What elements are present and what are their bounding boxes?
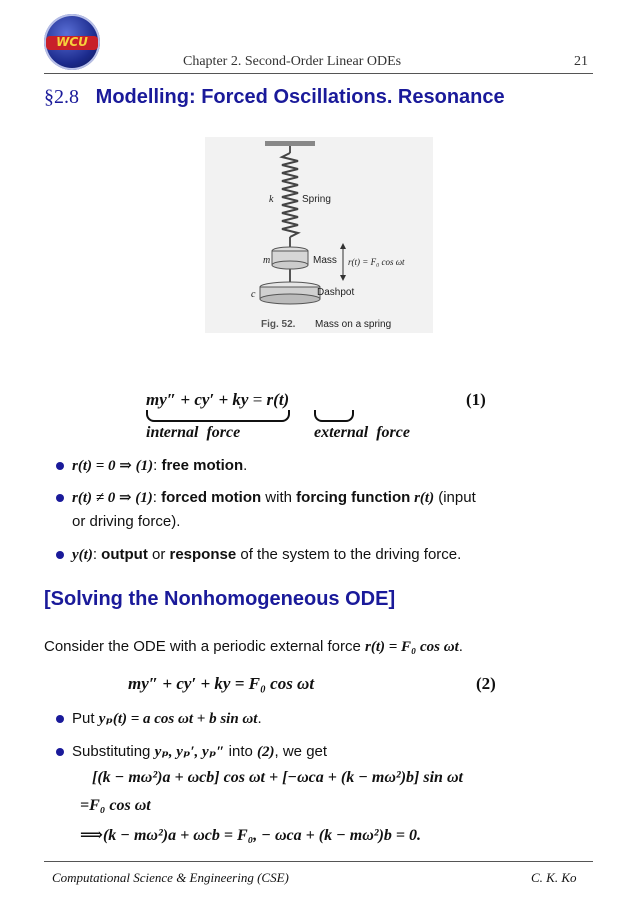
bullet-colon: : — [152, 489, 162, 506]
section-number: §2.8 — [44, 86, 79, 108]
footer-divider — [44, 861, 593, 862]
bullet-math: r(t) = 0 ⇒ (1) — [72, 458, 154, 474]
subsection-title: [Solving the Nonhomogeneous ODE] — [44, 588, 396, 610]
bullet-dot — [56, 551, 64, 559]
equation-1-tag: (1) — [466, 390, 486, 409]
equation-1-lhs: my″ + cy′ + ky — [146, 390, 249, 409]
bullet-math: y(t) — [72, 547, 93, 563]
section-title — [44, 86, 505, 109]
bullet-line-2: or driving force). — [72, 513, 181, 530]
page-number: 21 — [574, 54, 588, 69]
derivation-line-1: [(k − mω²)a + ωcb] cos ωt + [−ωca + (k − mω²)b] sin ωt — [92, 769, 463, 786]
derivation-line-3: ⟹(k − mω²)a + ωcb = F₀, − ωca + (k − mω²)b = 0. — [80, 827, 422, 844]
figure-caption-number: Fig. 52. — [261, 319, 296, 330]
figure-caption-text: Mass on a spring — [315, 319, 392, 330]
equation-1-rhs: r(t) — [266, 390, 290, 409]
bullet-mid: or — [147, 546, 170, 563]
consider-text — [44, 638, 463, 656]
bullet-rest: (input — [434, 489, 476, 506]
bullet-forced-motion — [72, 486, 622, 534]
mass-label: Mass — [313, 255, 337, 266]
bullet-bold: forced motion — [161, 489, 262, 506]
bullet-bold-2: response — [169, 546, 237, 563]
bullet-prose: Put — [72, 710, 99, 727]
bullet-rest: . — [243, 457, 248, 474]
bullet-dot — [56, 748, 64, 756]
bullet-mid: with — [261, 489, 297, 506]
equation-1 — [146, 390, 289, 410]
footer-author: C. K. Ko — [531, 870, 577, 885]
bullet-bold-2: forcing function — [296, 489, 411, 506]
bullet-put — [72, 707, 622, 731]
m-label: m — [263, 255, 271, 266]
force-label: r(t) = F₀ cos ωt — [348, 257, 405, 267]
internal-brace — [146, 410, 290, 422]
bullet-end: , we get — [274, 743, 328, 760]
bullet-dot — [56, 462, 64, 470]
bullet-substituting — [72, 740, 622, 764]
k-label: k — [269, 194, 274, 205]
equation-2-tag: (2) — [476, 674, 496, 693]
bullet-prose: Substituting — [72, 743, 155, 760]
bullet-math: yₚ, yₚ′, yₚ″ — [154, 744, 225, 760]
consider-prose: Consider the ODE with a periodic external force — [44, 638, 365, 655]
c-label: c — [251, 289, 256, 300]
bullet-dot — [56, 715, 64, 723]
bullet-math: yₚ(t) = a cos ωt + b sin ωt — [98, 711, 258, 727]
bullet-rest: of the system to the driving force. — [236, 546, 462, 563]
chapter-title: Chapter 2. Second-Order Linear ODEs — [183, 54, 402, 69]
bullet-bold: output — [101, 546, 148, 563]
bullet-colon: : — [92, 546, 102, 563]
bullet-output — [72, 543, 622, 567]
dashpot-label: Dashpot — [317, 287, 355, 298]
spring-mass-diagram — [205, 137, 433, 333]
section-heading: Modelling: Forced Oscillations. Resonance — [95, 86, 505, 108]
bullet-dot — [56, 494, 64, 502]
equation-1-equals: = — [252, 390, 263, 409]
university-logo — [44, 14, 100, 70]
header-divider — [44, 73, 593, 74]
external-force-label: external force — [314, 424, 410, 441]
bullet-end: . — [257, 710, 262, 727]
bullet-mid: into — [224, 743, 258, 760]
spring-label: Spring — [302, 194, 331, 205]
consider-math: r(t) = F₀ cos ωt — [364, 639, 459, 655]
consider-end: . — [458, 638, 463, 655]
spring-mass-figure — [205, 137, 433, 333]
bullet-math: r(t) ≠ 0 ⇒ (1) — [72, 490, 153, 506]
external-brace — [314, 410, 354, 422]
internal-force-label: internal force — [146, 424, 241, 441]
bullet-bold: free motion — [161, 457, 244, 474]
equation-2: my″ + cy′ + ky = F₀ cos ωt — [128, 674, 315, 693]
bullet-math-2: (2) — [257, 744, 275, 760]
footer-course: Computational Science & Engineering (CSE) — [52, 870, 289, 885]
bullet-free-motion — [72, 454, 622, 478]
bullet-colon: : — [153, 457, 162, 474]
bullet-math-2: r(t) — [410, 490, 435, 506]
derivation-line-2: =F₀ cos ωt — [80, 797, 151, 814]
logo-text: WCU — [56, 35, 88, 49]
